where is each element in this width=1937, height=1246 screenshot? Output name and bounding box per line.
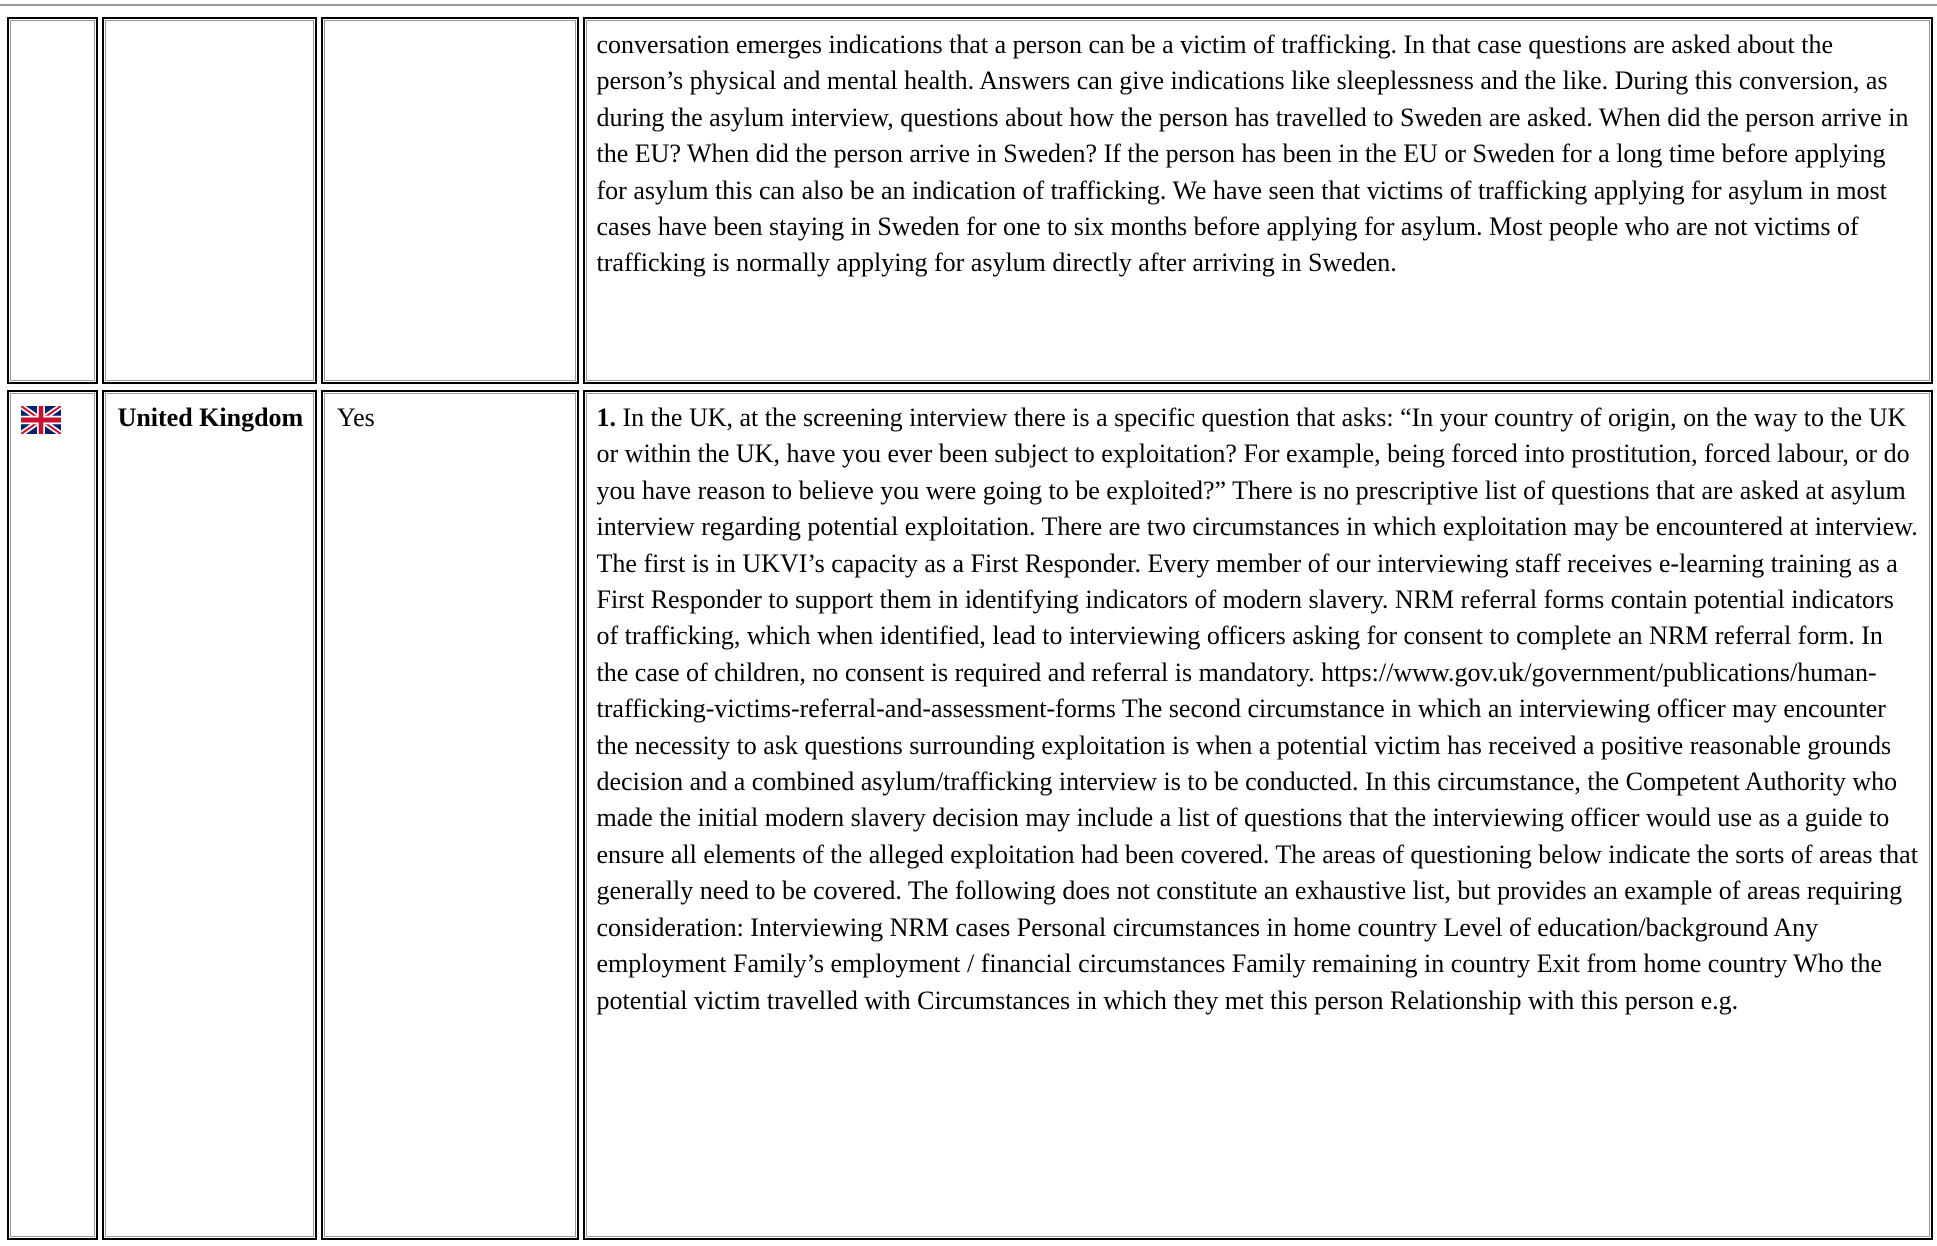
item-number: 1. — [596, 403, 617, 432]
answer-text: Yes — [336, 403, 375, 432]
table-row — [7, 390, 1933, 1240]
country-cell — [102, 17, 317, 384]
description-text: conversation emerges indications that a person can be a victim of trafficking. In that case questions are asked about the person’s physical and mental health. Answers can give indications like sleeplessness and the like. During this conversion, as during the asylum interview, questions about how the person has travelled to Sweden are asked. When did the person arrive in the EU? When did the person arrive in Sweden? If the person has been in the EU or Sweden for a long time before applying for asylum this can also be an indication of trafficking. We have seen that victims of trafficking applying for asylum in most cases have been staying in Sweden for one to six months before applying for asylum. Most people who are not victims of trafficking is normally applying for asylum directly after arriving in Sweden. — [596, 30, 1909, 278]
country-cell — [102, 390, 317, 1240]
description-cell — [583, 390, 1933, 1240]
flag-cell — [7, 17, 98, 384]
uk-flag-icon — [21, 406, 61, 434]
description-text: In the UK, at the screening interview there is a specific question that asks: “In your country of origin, on the way to the UK or within the UK, have you ever been subject to exploitation? For example, being forced into prostitution, forced labour, or do you have reason to believe you were going to be exploited?” There is no prescriptive list of questions that are asked at asylum interview regarding potential exploitation. There are two circumstances in which exploitation may be encountered at interview. The first is in UKVI’s capacity as a First Responder. Every member of our interviewing staff receives e-learning training as a First Responder to support them in identifying indicators of modern slavery. NRM referral forms contain potential indicators of trafficking, which when identified, lead to interviewing officers asking for consent to complete an NRM referral form. In the case of children, no consent is required and referral is mandatory. https://www.gov.uk/government/publications/human-trafficking-victims-referral-and-assessment-forms The second circumstance in which an interviewing officer may encounter the necessity to ask questions surrounding exploitation is when a potential victim has received a positive reasonable grounds decision and a combined asylum/trafficking interview is to be conducted. In this circumstance, the Competent Authority who made the initial modern slavery decision may include a list of questions that the interviewing officer would use as a guide to ensure all elements of the alleged exploitation had been covered. The areas of questioning below indicate the sorts of areas that generally need to be covered. The following does not constitute an exhaustive list, but provides an example of areas requiring consideration: Interviewing NRM cases Personal circumstances in home country Level of education/background Any employment Family’s employment / financial circumstances Family remaining in country Exit from home country Who the potential victim travelled with Circumstances in which they met this person Relationship with this person e.g. — [596, 403, 1918, 1015]
table-row — [7, 17, 1933, 384]
country-table — [3, 11, 1937, 1246]
answer-cell — [321, 17, 579, 384]
country-name: United Kingdom — [117, 403, 304, 432]
description-cell — [583, 17, 1933, 384]
page-top-rule — [0, 4, 1937, 6]
answer-cell — [321, 390, 579, 1240]
flag-cell — [7, 390, 98, 1240]
